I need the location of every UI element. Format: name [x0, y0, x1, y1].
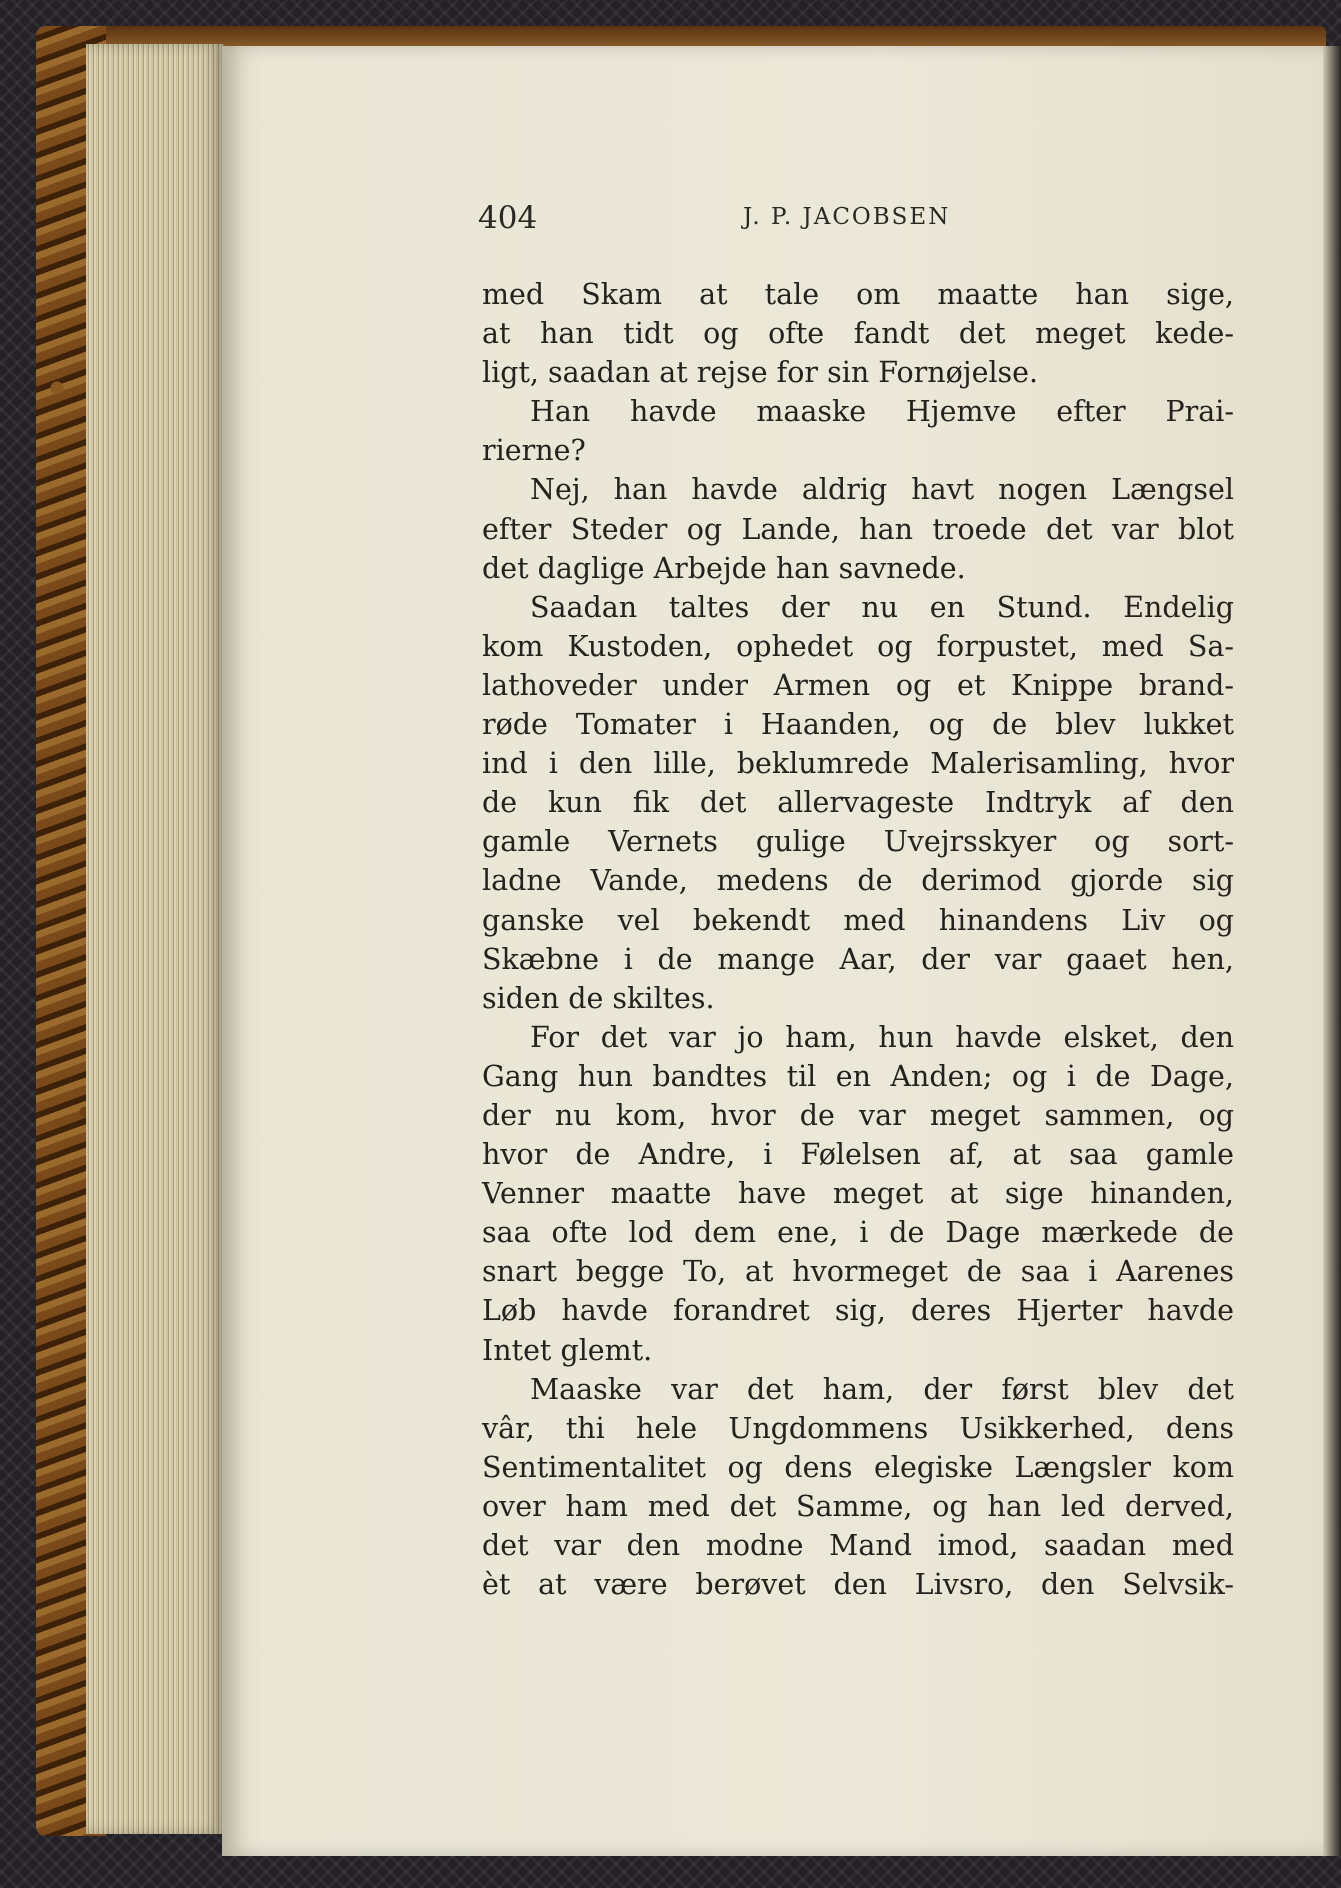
- text-line: hvor de Andre, i Følelsen af, at saa gamle: [482, 1138, 1234, 1172]
- text-line: ladne Vande, medens de derimod gjorde sig: [482, 864, 1234, 898]
- text-line: vâr, thi hele Ungdommens Usikkerhed, dens: [482, 1411, 1234, 1445]
- text-line: siden de skiltes.: [482, 981, 715, 1015]
- text-line: gamle Vernets gulige Uvejrsskyer og sort-: [482, 825, 1234, 859]
- running-head: J. P. JACOBSEN: [743, 204, 951, 230]
- text-line: ind i den lille, beklumrede Malerisamling, hvor: [482, 747, 1234, 781]
- text-line: saa ofte lod dem ene, i de Dage mærkede de: [482, 1216, 1234, 1250]
- text-line: det var den modne Mand imod, saadan med: [482, 1529, 1234, 1562]
- text-line: efter Steder og Lande, han troede det var blot: [482, 512, 1234, 546]
- text-line: Løb havde forandret sig, deres Hjerter havde: [482, 1294, 1234, 1328]
- page-edges: [86, 44, 224, 1834]
- text-line: lathoveder under Armen og et Knippe brand-: [482, 668, 1234, 702]
- text-line: For det var jo ham, hun havde elsket, den: [530, 1020, 1234, 1054]
- text-line: ligt, saadan at rejse for sin Fornøjelse.: [482, 356, 1039, 390]
- text-line: Nej, han havde aldrig havt nogen Længsel: [530, 473, 1234, 507]
- text-line: de kun fik det allervageste Indtryk af den: [482, 786, 1234, 820]
- text-line: Maaske var det ham, der først blev det: [530, 1372, 1234, 1406]
- text-line: Intet glemt.: [482, 1333, 653, 1367]
- page-number: 404: [478, 200, 538, 236]
- text-line: rierne?: [482, 434, 586, 468]
- text-line: Han havde maaske Hjemve efter Prai-: [530, 395, 1234, 429]
- page-header: [478, 200, 998, 240]
- text-line: ganske vel bekendt med hinandens Liv og: [482, 903, 1234, 937]
- text-line: kom Kustoden, ophedet og forpustet, med Sa-: [482, 629, 1234, 663]
- text-line: over ham med det Samme, og han led derved,: [482, 1489, 1234, 1523]
- text-line: med Skam at tale om maatte han sige,: [482, 278, 1234, 311]
- body-text: [482, 275, 1234, 1604]
- text-line: Skæbne i de mange Aar, der var gaaet hen,: [482, 942, 1234, 976]
- text-line: Venner maatte have meget at sige hinanden,: [482, 1177, 1234, 1211]
- text-line: Gang hun bandtes til en Anden; og i de Dage,: [482, 1059, 1234, 1093]
- text-line: der nu kom, hvor de var meget sammen, og: [482, 1098, 1234, 1132]
- page-right-edge: [1323, 46, 1341, 1856]
- text-line: Saadan taltes der nu en Stund. Endelig: [530, 590, 1234, 624]
- text-line: røde Tomater i Haanden, og de blev lukket: [482, 708, 1234, 742]
- book-cover-top: [36, 26, 1326, 48]
- text-line: at han tidt og ofte fandt det meget kede-: [482, 317, 1234, 351]
- text-line: det daglige Arbejde han savnede.: [482, 551, 966, 585]
- text-line: èt at være berøvet den Livsro, den Selvsik-: [482, 1568, 1234, 1602]
- text-line: snart begge To, at hvormeget de saa i Aarenes: [482, 1255, 1234, 1289]
- text-line: Sentimentalitet og dens elegiske Længsler kom: [482, 1450, 1234, 1484]
